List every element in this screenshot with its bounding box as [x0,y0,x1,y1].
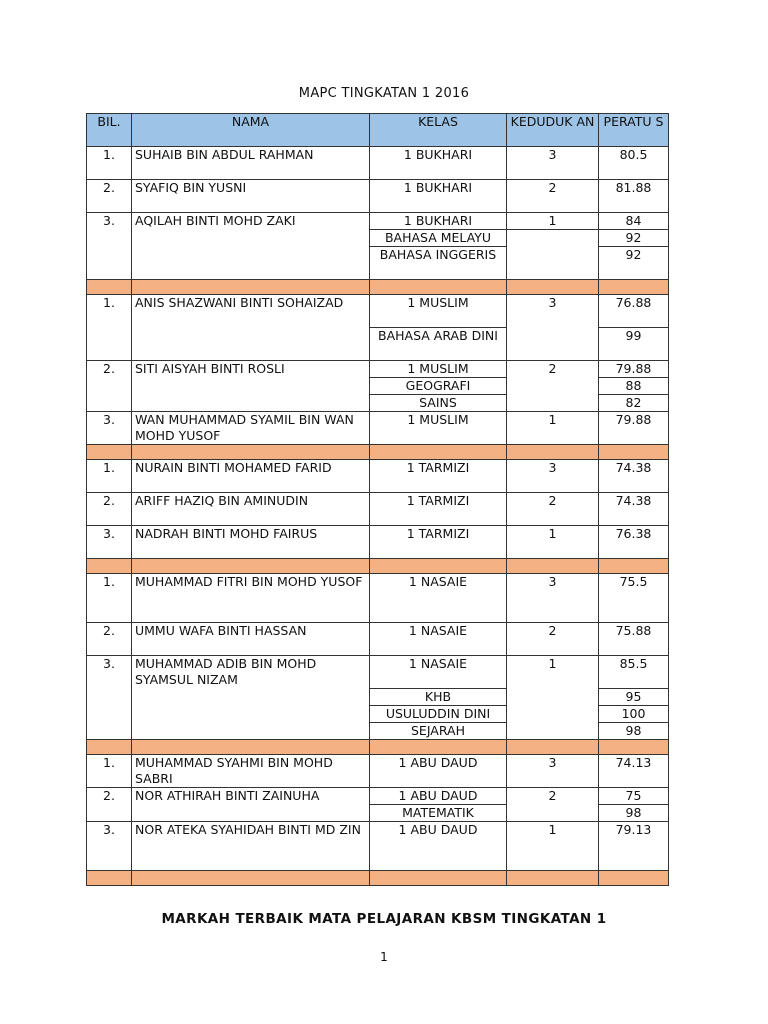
document-title: MAPC TINGKATAN 1 2016 [298,86,470,101]
header-kelas: KELAS [370,114,507,147]
cell-peratus: 80.5 [599,147,669,180]
cell-peratus: 75.5 [599,574,669,623]
table-row [87,574,669,623]
cell-nama: MUHAMMAD ADIB BIN MOHD SYAMSUL NIZAM [132,656,370,740]
table-row [87,822,669,871]
table-row [87,526,669,559]
cell-bil: 2. [87,361,132,412]
cell-kedudukan: 2 [507,180,599,213]
cell-kedudukan: 1 [507,213,599,230]
table-row [87,788,669,805]
cell-kedudukan [507,230,599,280]
cell-bil: 3. [87,213,132,280]
table-header-row [87,114,669,147]
cell-kelas: 1 MUSLIM [370,295,507,328]
cell-kelas: 1 ABU DAUD [370,788,507,805]
cell-subject: GEOGRAFI [370,378,507,395]
cell-bil: 1. [87,755,132,788]
cell-subject: SEJARAH [370,723,507,740]
cell-nama: SUHAIB BIN ABDUL RAHMAN [132,147,370,180]
table-row [87,361,669,378]
cell-bil: 2. [87,623,132,656]
cell-bil: 1. [87,574,132,623]
class-separator-row [87,280,669,295]
cell-subject: SAINS [370,395,507,412]
cell-bil: 3. [87,822,132,871]
cell-kedudukan: 1 [507,412,599,445]
cell-peratus: 79.13 [599,822,669,871]
table-row [87,412,669,445]
cell-kedudukan: 1 [507,656,599,740]
cell-nama: NOR ATHIRAH BINTI ZAINUHA [132,788,370,822]
cell-bil: 1. [87,295,132,361]
cell-kelas: 1 BUKHARI [370,147,507,180]
cell-peratus: 74.38 [599,493,669,526]
cell-nama: NADRAH BINTI MOHD FAIRUS [132,526,370,559]
cell-peratus: 98 [599,805,669,822]
cell-subject: BAHASA MELAYU [370,230,507,247]
cell-kedudukan: 3 [507,295,599,361]
class-separator-row [87,559,669,574]
table-row [87,755,669,788]
cell-nama: SITI AISYAH BINTI ROSLI [132,361,370,412]
header-nama: NAMA [132,114,370,147]
table-row [87,213,669,230]
cell-peratus: 76.38 [599,526,669,559]
cell-bil: 3. [87,656,132,740]
cell-kelas: 1 TARMIZI [370,526,507,559]
table-row [87,460,669,493]
cell-peratus: 88 [599,378,669,395]
cell-peratus: 99 [599,328,669,361]
cell-nama: NURAIN BINTI MOHAMED FARID [132,460,370,493]
header-bil: BIL. [87,114,132,147]
cell-peratus: 98 [599,723,669,740]
cell-bil: 3. [87,526,132,559]
cell-kedudukan: 3 [507,755,599,788]
cell-kelas: 1 BUKHARI [370,213,507,230]
cell-peratus: 76.88 [599,295,669,328]
cell-kelas: 1 MUSLIM [370,412,507,445]
cell-peratus: 100 [599,706,669,723]
cell-kelas: 1 NASAIE [370,574,507,623]
table-row [87,623,669,656]
cell-peratus: 95 [599,689,669,706]
cell-nama: MUHAMMAD FITRI BIN MOHD YUSOF [132,574,370,623]
cell-nama: NOR ATEKA SYAHIDAH BINTI MD ZIN [132,822,370,871]
cell-peratus: 75 [599,788,669,805]
cell-kelas: 1 TARMIZI [370,493,507,526]
cell-nama: AQILAH BINTI MOHD ZAKI [132,213,370,280]
class-separator-row [87,740,669,755]
cell-peratus: 92 [599,230,669,247]
cell-bil: 1. [87,147,132,180]
table-row [87,147,669,180]
cell-nama: MUHAMMAD SYAHMI BIN MOHD SABRI [132,755,370,788]
cell-bil: 2. [87,493,132,526]
table-row [87,656,669,689]
class-separator-row [87,445,669,460]
cell-nama: ARIFF HAZIQ BIN AMINUDIN [132,493,370,526]
cell-peratus: 82 [599,395,669,412]
cell-kedudukan: 2 [507,788,599,822]
page-number: 1 [380,950,388,964]
cell-kelas: 1 TARMIZI [370,460,507,493]
cell-peratus: 92 [599,247,669,280]
cell-bil: 3. [87,412,132,445]
cell-nama: ANIS SHAZWANI BINTI SOHAIZAD [132,295,370,361]
cell-peratus: 75.88 [599,623,669,656]
cell-nama: UMMU WAFA BINTI HASSAN [132,623,370,656]
cell-kelas: 1 MUSLIM [370,361,507,378]
cell-nama: SYAFIQ BIN YUSNI [132,180,370,213]
class-separator-row [87,871,669,886]
mapc-results-table [86,113,669,886]
cell-kelas: 1 ABU DAUD [370,822,507,871]
table-row [87,295,669,328]
cell-kedudukan: 3 [507,460,599,493]
cell-kelas: 1 NASAIE [370,623,507,656]
cell-kelas: 1 ABU DAUD [370,755,507,788]
cell-subject: BAHASA INGGERIS [370,247,507,280]
cell-subject: MATEMATIK [370,805,507,822]
header-peratus: PERATU S [599,114,669,147]
cell-kelas: 1 NASAIE [370,656,507,689]
cell-peratus: 84 [599,213,669,230]
table-row [87,493,669,526]
cell-bil: 2. [87,788,132,822]
cell-kelas: 1 BUKHARI [370,180,507,213]
table-row [87,180,669,213]
cell-peratus: 74.13 [599,755,669,788]
cell-subject: BAHASA ARAB DINI [370,328,507,361]
cell-kedudukan: 3 [507,574,599,623]
header-kedudukan: KEDUDUK AN [507,114,599,147]
cell-bil: 2. [87,180,132,213]
cell-bil: 1. [87,460,132,493]
cell-kedudukan: 2 [507,623,599,656]
cell-peratus: 79.88 [599,412,669,445]
cell-peratus: 81.88 [599,180,669,213]
cell-peratus: 85.5 [599,656,669,689]
section-heading: MARKAH TERBAIK MATA PELAJARAN KBSM TINGKATAN 1 [161,911,607,927]
cell-kedudukan: 2 [507,493,599,526]
cell-peratus: 74.38 [599,460,669,493]
cell-subject: KHB [370,689,507,706]
cell-kedudukan: 3 [507,147,599,180]
cell-nama: WAN MUHAMMAD SYAMIL BIN WAN MOHD YUSOF [132,412,370,445]
cell-kedudukan: 2 [507,361,599,412]
cell-kedudukan: 1 [507,526,599,559]
cell-subject: USULUDDIN DINI [370,706,507,723]
cell-peratus: 79.88 [599,361,669,378]
cell-kedudukan: 1 [507,822,599,871]
